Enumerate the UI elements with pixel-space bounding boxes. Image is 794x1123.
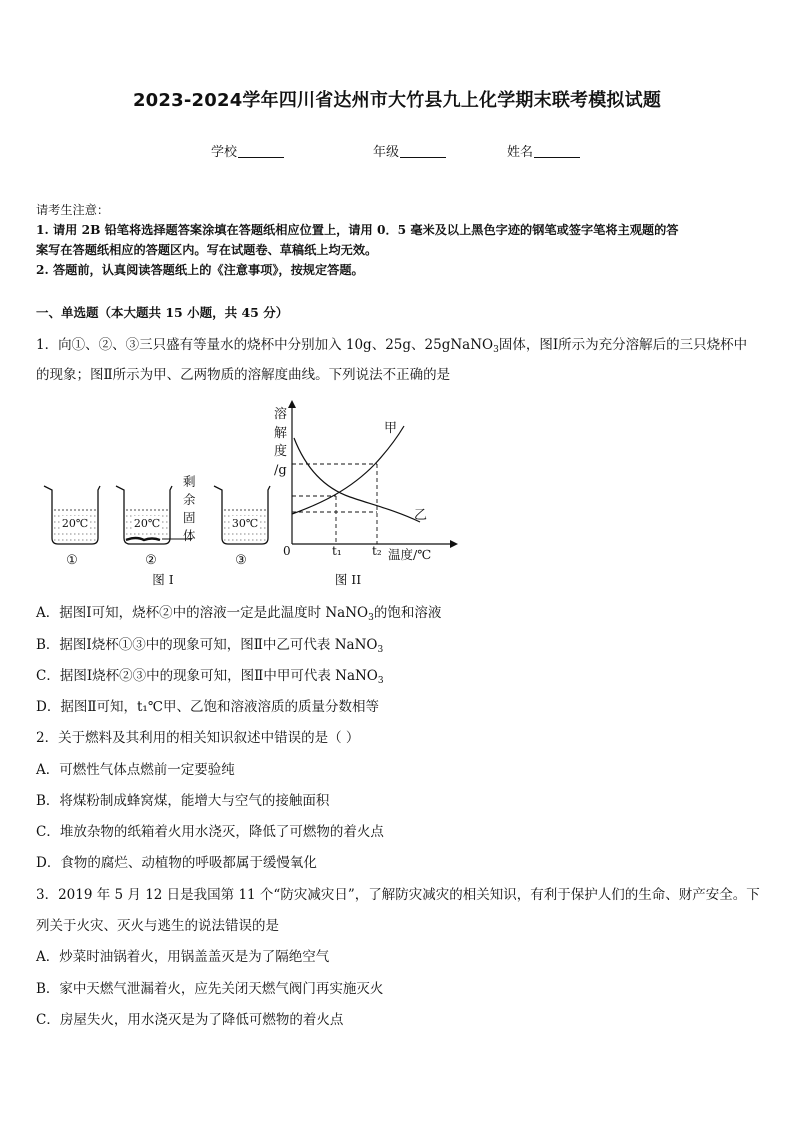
q1-stem-b: 固体，图Ⅰ所示为充分溶解后的三只烧杯中 [498, 337, 748, 353]
x-axis-arrow [450, 540, 458, 548]
q1-stem-line-1 [36, 333, 760, 355]
q2-option-a: A．可燃性气体点燃前一定要验纯 [36, 762, 235, 778]
name-blank [534, 144, 580, 158]
figure-2-caption: 图 II [334, 572, 362, 587]
q1-stem-line-2: 的现象；图Ⅱ所示为甲、乙两物质的溶解度曲线。下列说法不正确的是 [36, 367, 451, 383]
q2-option-d: D．食物的腐烂、动植物的呼吸都属于缓慢氧化 [36, 855, 317, 871]
q3-stem-line-2: 列关于火灾、灭火与逃生的说法错误的是 [36, 918, 279, 934]
curve-yi-label: 乙 [414, 508, 428, 523]
q1-stem-sub: 3 [493, 345, 499, 355]
q1-option-a [36, 601, 760, 623]
q1-figure [30, 392, 470, 592]
q3-option-b: B．家中天燃气泄漏着火，应先关闭天燃气阀门再实施灭火 [36, 981, 384, 997]
grade-blank [400, 144, 446, 158]
q1-option-c-sub: 3 [377, 676, 384, 686]
notice-item-1-line-2: 案写在答题纸相应的答题区内。写在试题卷、草稿纸上均无效。 [36, 243, 378, 257]
name-label: 姓名 [507, 145, 534, 160]
t2-label: t₂ [372, 544, 382, 558]
school-label: 学校 [211, 145, 238, 160]
solubility-graph [274, 400, 458, 562]
q1-option-c-text: C．据图Ⅰ烧杯②③中的现象可知，图Ⅱ中甲可代表 NaNO [36, 668, 378, 684]
residue-char-2: 余 [183, 492, 196, 507]
q1-option-c [36, 664, 760, 686]
notice-heading: 请考生注意： [36, 203, 110, 217]
beaker-3-temp: 30℃ [231, 517, 259, 530]
q2-option-c: C．堆放杂物的纸箱着火用水浇灭，降低了可燃物的着火点 [36, 824, 384, 840]
q1-option-b [36, 633, 760, 655]
q2-stem: 2．关于燃料及其利用的相关知识叙述中错误的是（ ） [36, 730, 360, 746]
notice-item-2: 2. 答题前，认真阅读答题纸上的《注意事项》，按规定答题。 [36, 263, 364, 277]
q1-option-a-text: A．据图Ⅰ可知，烧杯②中的溶液一定是此温度时 NaNO [36, 605, 369, 621]
origin-label: 0 [283, 544, 291, 558]
page-title: 2023-2024学年四川省达州市大竹县九上化学期末联考模拟试题 [132, 90, 662, 111]
grade-field [373, 141, 446, 160]
q3-option-c: C．房屋失火，用水浇灭是为了降低可燃物的着火点 [36, 1012, 344, 1028]
q3-option-a: A．炒菜时油锅着火，用锅盖盖灭是为了隔绝空气 [36, 949, 330, 965]
q1-option-b-sub: 3 [377, 645, 384, 655]
grade-label: 年级 [373, 145, 400, 160]
residue-char-4: 体 [183, 528, 196, 543]
y-label-char-1: 溶 [274, 407, 288, 422]
residue-char-3: 固 [183, 510, 196, 525]
school-field [211, 141, 284, 160]
notice-block [36, 200, 760, 280]
q1-stem-a: 1．向①、②、③三只盛有等量水的烧杯中分别加入 10g、25g、25gNaNO [36, 337, 494, 353]
figure-1-caption: 图 I [152, 572, 174, 587]
beaker-2-temp: 20℃ [133, 517, 161, 530]
x-axis-label: 温度/℃ [388, 547, 432, 562]
curve-jia [292, 426, 404, 514]
y-label-char-4: /g [274, 463, 287, 478]
beaker-1 [44, 486, 100, 568]
curve-jia-label: 甲 [384, 421, 398, 436]
residue-label [183, 474, 196, 543]
q1-option-d: D．据图Ⅱ可知，t₁℃甲、乙饱和溶液溶质的质量分数相等 [36, 699, 379, 715]
school-blank [238, 144, 284, 158]
beaker-1-label: ① [66, 553, 78, 568]
q3-stem-line-1: 3．2019 年 5 月 12 日是我国第 11 个“防灾减灾日”，了解防灾减灾的相关知识，有利于保护人们的生命、财产安全。下 [36, 887, 760, 903]
q1-option-a-tail: 的饱和溶液 [373, 605, 442, 621]
y-axis-arrow [288, 400, 296, 408]
q2-option-b: B．将煤粉制成蜂窝煤，能增大与空气的接触面积 [36, 793, 330, 809]
y-label-char-3: 度 [274, 444, 288, 459]
residue-char-1: 剩 [183, 474, 196, 489]
beaker-2 [116, 486, 192, 568]
q1-option-a-sub: 3 [368, 613, 374, 623]
t1-label: t₁ [332, 544, 342, 558]
beaker-3 [214, 486, 270, 568]
beaker-2-label: ② [145, 553, 157, 568]
section-heading: 一、单选题（本大题共 15 小题，共 45 分） [36, 305, 289, 320]
notice-item-1-line-1: 1. 请用 2B 铅笔将选择题答案涂填在答题纸相应位置上，请用 0．5 毫米及以上黑色字迹的钢笔或签字笔将主观题的答 [36, 223, 679, 237]
beaker-3-label: ③ [235, 553, 247, 568]
name-field [507, 141, 580, 160]
beaker-1-temp: 20℃ [61, 517, 89, 530]
q1-option-b-text: B．据图Ⅰ烧杯①③中的现象可知，图Ⅱ中乙可代表 NaNO [36, 637, 378, 653]
y-label-char-2: 解 [274, 426, 288, 441]
